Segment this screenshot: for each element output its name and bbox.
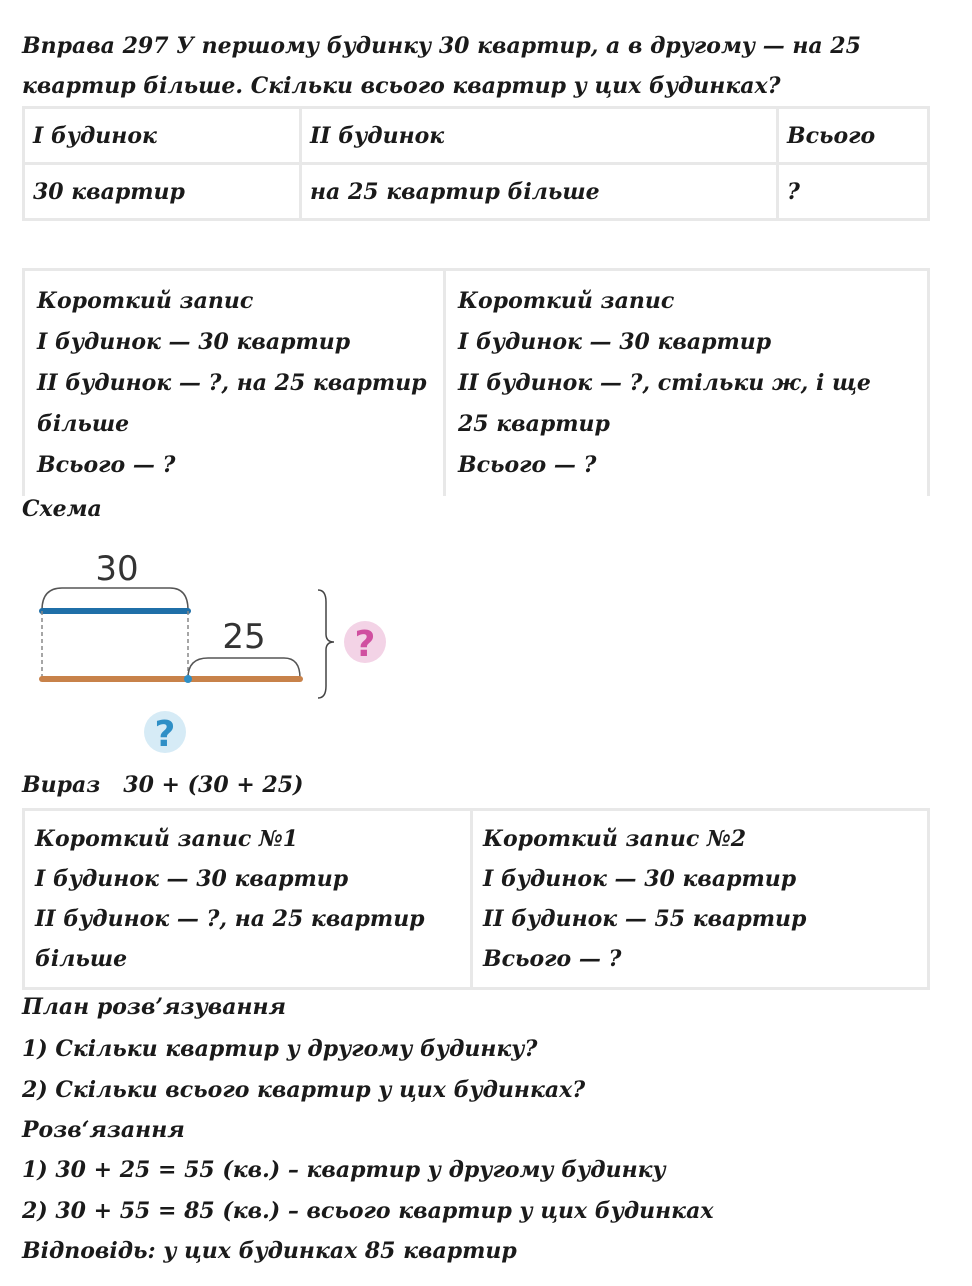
scheme-extra-value: 25: [222, 617, 266, 657]
solution-step: 2) 30 + 55 = 85 (кв.) – всього квартир у цих будинках: [22, 1198, 714, 1224]
solution-title: Розв‘язання: [22, 1117, 185, 1143]
short-note-2: [472, 810, 929, 989]
short-notes-table: [22, 268, 930, 496]
scheme-top-brace: [42, 588, 188, 610]
short-note-line: І будинок — 30 квартир: [35, 866, 349, 892]
scheme-total-brace: [318, 590, 334, 698]
table-row: [24, 270, 929, 497]
scheme-label: Схема: [22, 496, 102, 522]
plan-step: 1) Скільки квартир у другому будинку?: [22, 1036, 538, 1062]
short-note-title: Короткий запис: [37, 288, 254, 314]
solution-step: 1) 30 + 25 = 55 (кв.) – квартир у другому будинку: [22, 1157, 666, 1183]
short-note-line: І будинок — 30 квартир: [37, 329, 351, 355]
expression-value: 30 + (30 + 25): [123, 772, 304, 798]
short-note-line: ІІ будинок — 55 квартир: [483, 906, 807, 932]
table-header-cell: ІІ будинок: [301, 108, 778, 164]
expression-label: Вираз: [22, 772, 101, 798]
table-row: [24, 164, 929, 220]
table-row: [24, 108, 929, 164]
short-notes-table-2: [22, 808, 930, 990]
short-note-line: Всього — ?: [37, 452, 176, 478]
exercise-title: Вправа 297 У першому будинку 30 квартир, а в другому — на 25 квартир більше. Скільки всього квартир у цих будинках?: [22, 33, 861, 99]
scheme-joint-dot: [184, 675, 192, 683]
short-note-line: Всього — ?: [483, 946, 622, 972]
table-header-cell: І будинок: [24, 108, 301, 164]
scheme-top-value: 30: [95, 549, 139, 589]
table-header-cell: Всього: [778, 108, 929, 164]
scheme-total-question-mark: ?: [354, 624, 376, 665]
short-note-line: ІІ будинок — ?, на 25 квартир більше: [35, 906, 425, 972]
table-row: [24, 810, 929, 989]
short-note-line: ІІ будинок — ?, на 25 квартир більше: [37, 370, 427, 437]
table-cell: ?: [778, 164, 929, 220]
short-note-right: [445, 270, 929, 497]
conditions-table: [22, 106, 930, 221]
short-note-line: І будинок — 30 квартир: [458, 329, 772, 355]
short-note-line: ІІ будинок — ?, стільки ж, і ще 25 квартир: [458, 370, 871, 437]
short-note-line: І будинок — 30 квартир: [483, 866, 797, 892]
plan-title: План розв’язування: [22, 994, 287, 1020]
plan-step: 2) Скільки всього квартир у цих будинках?: [22, 1077, 586, 1103]
expression-line: [22, 772, 303, 798]
short-note-1: [24, 810, 472, 989]
short-note-line: Всього — ?: [458, 452, 597, 478]
short-note-title: Короткий запис №1: [35, 826, 299, 852]
scheme-diagram: [22, 540, 402, 760]
table-cell: 30 квартир: [24, 164, 301, 220]
scheme-extra-brace: [188, 658, 300, 678]
table-cell: на 25 квартир більше: [301, 164, 778, 220]
short-note-left: [24, 270, 445, 497]
short-note-title: Короткий запис №2: [483, 826, 747, 852]
scheme-second-question-mark: ?: [154, 714, 176, 755]
answer: Відповідь: у цих будинках 85 квартир: [22, 1238, 517, 1264]
short-note-title: Короткий запис: [458, 288, 675, 314]
